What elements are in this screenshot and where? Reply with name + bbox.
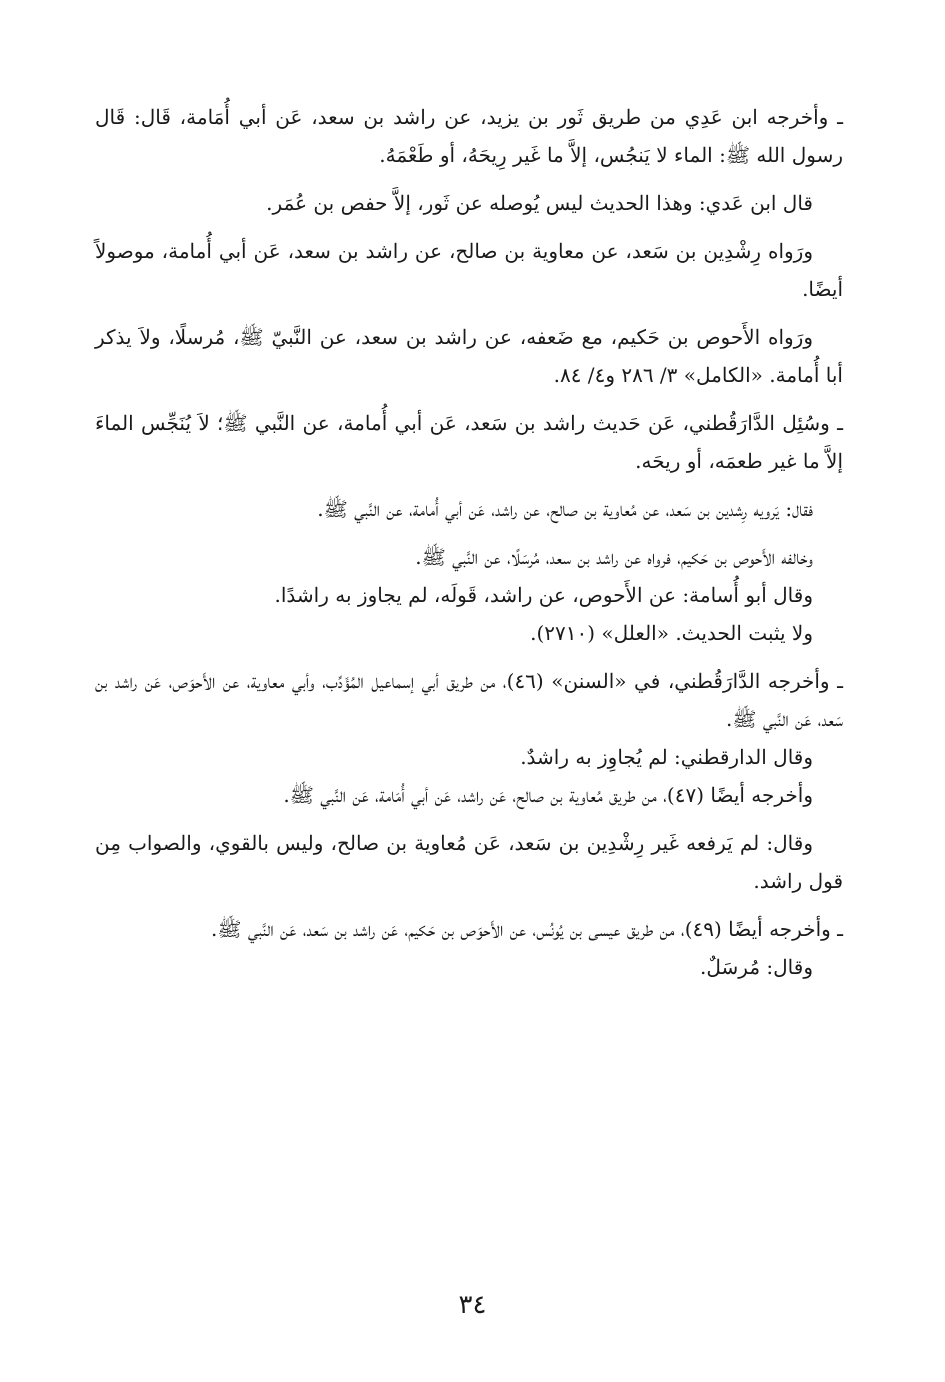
- page-number: ٣٤: [458, 1290, 487, 1320]
- paragraph: فقال: يَرويه رِشدين بن سَعد، عن مُعاوية بن صالح، عن راشد، عَن أبي أُمامة، عن النَّبي ﷺ.: [317, 497, 813, 521]
- paragraph: وقال أبو أُسامة: عن الأَحوص، عن راشد، قَولَه، لم يجاوز به راشدًا.: [274, 583, 813, 607]
- paragraph: قال ابن عَدي: وهذا الحديث ليس يُوصله عن ثَور، إلاَّ حفص بن عُمَر.: [266, 191, 813, 215]
- paragraph: وخالفه الأَحوص بن حَكيم، فرواه عن راشد بن سعد، مُرسَلًا، عن النَّبي ﷺ.: [415, 545, 813, 569]
- page-body: [95, 98, 843, 986]
- paragraph: ـ وأخرجه الدَّارَقُطني، في «السنن» (٤٦)، من طريق أبي إسماعيل المُؤَدِّب، وأبي معاوية، عن الأَحوَص، عَن راشد بن سَعد، عَن النَّبي ﷺ.: [95, 669, 843, 731]
- paragraph: ولا يثبت الحديث. «العلل» (٢٧١٠).: [530, 621, 813, 645]
- paragraph: ـ وسُئِل الدَّارَقُطني، عَن حَديث راشد بن سَعد، عَن أبي أُمامة، عن النَّبي ﷺ؛ لاَ يُنَجِّس الماءَ إلاَّ ما غير طعمَه، أو ريحَه.: [95, 411, 843, 473]
- paragraph: وأخرجه أيضًا (٤٧)، من طريق مُعاوية بن صالح، عَن راشد، عَن أبي أُمَامة، عَن النَّبي ﷺ.: [283, 783, 813, 807]
- paragraph: وقال الدارقطني: لم يُجاوِز به راشدٌ.: [520, 745, 813, 769]
- paragraph: وقال: مُرسَلٌ.: [700, 955, 813, 979]
- paragraph: ـ وأخرجه ابن عَدِي من طريق ثَور بن يزيد، عن راشد بن سعد، عَن أبي أُمَامة، قَال: قَال رسول الله ﷺ: الماء لا يَنجُس، إلاَّ ما غَير رِيحَهُ، أو طَعْمَهُ.: [95, 105, 843, 167]
- paragraph: ورَواه الأَحوص بن حَكيم، مع ضَعفه، عن راشد بن سعد، عن النَّبيّ ﷺ، مُرسلًا، ولاَ يذكر أبا أُمامة. «الكامل» ٣/ ٢٨٦ و٤/ ٨٤.: [95, 325, 843, 387]
- paragraph: وقال: لم يَرفعه غَير رِشْدِين بن سَعد، عَن مُعاوية بن صالح، وليس بالقوي، والصواب مِن قول راشد.: [95, 831, 843, 893]
- paragraph: ورَواه رِشْدِين بن سَعد، عن معاوية بن صالح، عن راشد بن سعد، عَن أبي أُمامة، موصولاً أيضًا.: [95, 239, 843, 301]
- paragraph: ـ وأخرجه أيضًا (٤٩)، من طريق عيسى بن يُونُس، عن الأَحوَص بن حَكيم، عَن راشد بن سَعد، عَن النَّبي ﷺ.: [211, 917, 843, 941]
